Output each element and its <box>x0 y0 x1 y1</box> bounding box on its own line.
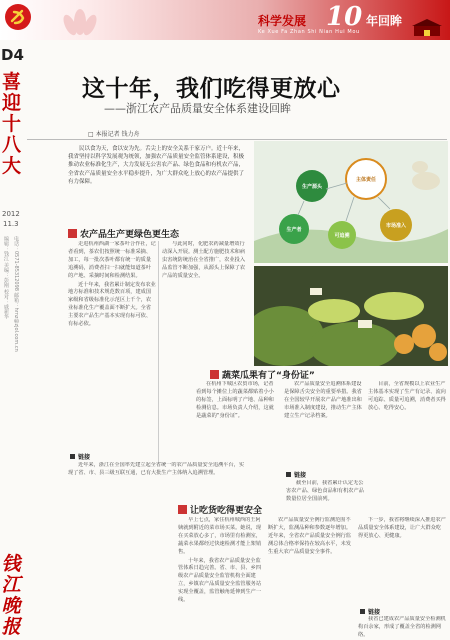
section-1-link-text: 近年来，浙江在全国率先建立起全省统一的农产品质量安全追溯平台，实现了省、市、县三级互联互通，已有大批生产主体纳入追溯管理。 <box>68 462 245 476</box>
square-bullet-icon <box>286 472 291 477</box>
section-theme: 喜迎十八大 <box>1 71 21 177</box>
subheadline: ——浙江农产品质量安全体系建设回眸 <box>104 102 291 115</box>
section-3-column-a: 早上七点，家住杭州城西的王阿姨就到附近的菜市场买菜。她说，现在买菜放心多了，市场里有检测室，蔬菜水果都经过快速检测才能上架销售。 十年来，我省农产品质量安全监管体系日趋完善。省、市、县、乡四级农产品质量安全监管机构全面建立，乡镇农产品质量安全监管服务站实现全覆盖，监管触角延伸到生产一线。 <box>178 517 262 604</box>
newspaper-name: 钱江晚报 <box>1 553 21 638</box>
section-3-column-c: 下一步，我省将继续深入推进农产品质量安全体系建设，让广大群众吃得更放心、更健康。 <box>358 517 446 539</box>
system-diagram-graphic <box>254 141 448 263</box>
lead-paragraph: 民以食为天，食以安为先。舌尖上的安全关系千家万户。近十年来，我省坚持以科学发展观为统领，加强农产品质量安全监管体系建设，积极推动农业标准化生产，大力发展无公害农产品、绿色食品和有机农产品，全省农产品质量安全水平稳步提升，为广大群众吃上放心的农产品提供了有力保障。 <box>68 146 245 185</box>
section-1-link-head: 链接 <box>70 452 90 461</box>
section-3-link-text: 我省已建成农产品质量安全检测机构百余家，形成了覆盖全省的检测网络。 <box>358 616 446 638</box>
vegetable-market-photo <box>254 266 448 366</box>
section-marker-icon <box>210 370 219 379</box>
series-pinyin: Ke Xue Fa Zhan Shi Nian Hui Mou <box>258 29 360 35</box>
section-3-column-b: 农产品质量安全例行监测范围不断扩大，监测品种和参数逐年增加。近年来，全省农产品质量安全例行监测总体合格率保持在较高水平，未发生重大农产品质量安全事件。 <box>268 517 352 555</box>
section-3-link-head: 链接 <box>360 607 380 616</box>
section-1-paragraph: 走进杭州西湖一家茶叶合作社，记者看到，茶农们按照统一标准采摘、加工，每一批次茶叶都有统一的质量追溯码，消费者扫一扫就能知道茶叶的产地、采摘时间和检测结果。 <box>68 241 156 279</box>
series-number: 10 <box>326 2 363 32</box>
issue-year: 2012 <box>2 210 20 218</box>
square-bullet-icon <box>360 609 365 614</box>
label-producer: 生产者 <box>286 227 302 233</box>
lotus-decoration-icon <box>50 2 110 38</box>
column-rule <box>158 241 159 463</box>
top-banner <box>0 0 450 40</box>
label-core: 主体责任 <box>355 177 376 183</box>
square-bullet-icon <box>70 454 75 459</box>
section-1-paragraph: 近十年来，我省累计制定发布农业地方标准和技术规范数百项，建成国家级和省级标准化示范区上千个，农业标准化生产覆盖面不断扩大。全省主要农产品生产基本实现有标可依、有标必依。 <box>68 281 156 328</box>
section-title-3: 让吃货吃得更安全 <box>178 503 262 516</box>
section-2-column-b: 农产品质量安全追溯体系建设是保障舌尖安全的重要举措。我省在全国较早开展农产品产地准出和市场准入制度建设，推动生产主体建立生产记录档案。 <box>284 381 362 419</box>
label-market: 市场准入 <box>385 223 406 229</box>
editor-info: 编辑：钱江 美编：彭刚 校对：戚新华 <box>3 236 9 320</box>
section-marker-icon <box>178 505 187 514</box>
headline: 这十年，我们吃得更放心 <box>82 76 341 102</box>
series-title: 科学发展 <box>258 14 307 28</box>
diagram-svg <box>254 141 448 263</box>
section-2-link-head: 链接 <box>286 470 306 479</box>
section-marker-icon <box>68 229 77 238</box>
label-trace: 可追溯 <box>334 233 350 239</box>
byline: □ 本报记者 钱力舟 <box>88 131 140 138</box>
section-1-paragraph: 与此同时，化肥农药减量增效行动深入开展。测土配方施肥技术和病虫害统防统治在全省推广，农业投入品监管不断加强，从源头上保障了农产品的质量安全。 <box>162 241 246 279</box>
left-rail <box>0 40 23 640</box>
contact-info: 电话：0571-85312098 邮箱：hrnz@zjol.com.cn <box>13 236 19 352</box>
series-review: 年回眸 <box>366 14 403 28</box>
issue-date: 11.3 <box>3 220 19 228</box>
section-title-2: 蔬菜瓜果有了“身份证” <box>210 368 315 381</box>
page-code: D4 <box>1 46 24 64</box>
section-2-column-c: 目前，全省规模以上农业生产主体基本实现了生产有记录、流向可追踪、质量可追溯，消费者买得放心、吃得安心。 <box>368 381 446 411</box>
gate-tower-icon <box>410 16 444 38</box>
section-2-link-text: 截至目前，我省累计认定无公害农产品、绿色食品和有机农产品数量位居全国前列。 <box>286 480 364 502</box>
section-1-column-a <box>68 241 156 446</box>
section-2-column-a: 在杭州下城区农贸市场，记者看到每个摊位上的蔬菜都贴着小小的标签，上面标明了产地、品种和检测信息。市场负责人介绍，这就是蔬菜的“身份证”。 <box>196 381 274 419</box>
section-title-1: 农产品生产更绿色更生态 <box>68 227 179 240</box>
party-emblem-icon <box>4 3 32 31</box>
divider <box>27 139 447 140</box>
label-source: 生产源头 <box>301 184 322 190</box>
